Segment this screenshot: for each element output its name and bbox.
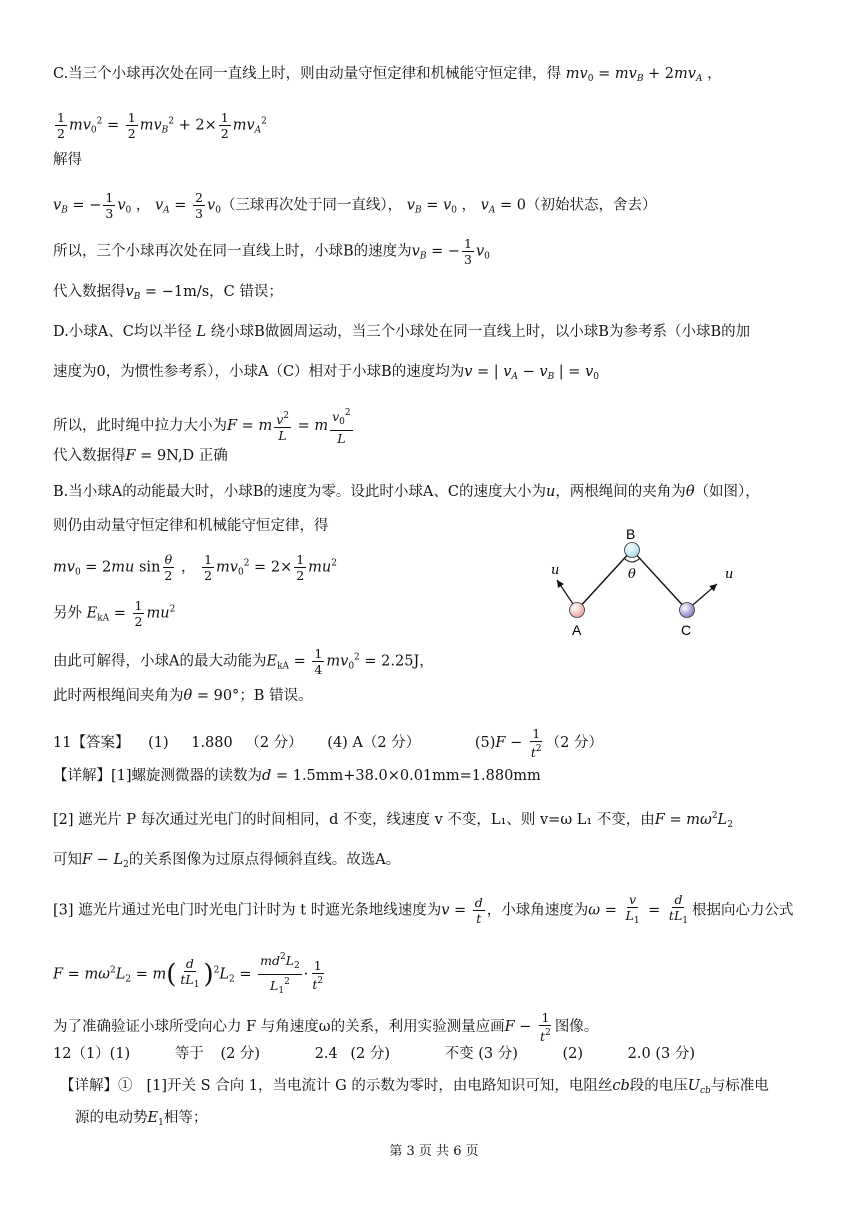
q11-detail-4-text-c: 根据向心力公式: [691, 902, 794, 919]
q11-detail-6-text: 为了准确验证小球所受向心力 F 与角速度ω的关系，利用实验测量应画: [53, 1019, 505, 1035]
dairu-text-1: 代入数据得: [53, 284, 126, 300]
angle-text: 此时两根绳间夹角为: [53, 688, 184, 704]
dairu-tail-1: ，C 错误；: [209, 284, 283, 300]
q12-score-2: (2 分): [350, 1046, 391, 1062]
init-state-note: （初始状态，舍去）: [525, 197, 657, 214]
solution-line: $v_B$ = − $\frac{1}{3}$ $v_0$ ， $v_A$ = $\frac{2}{3}$ $v_0$（三球再次处于同一直线）， $v_B = v_0$ ， $v_A = 0$（初始状态，舍去）: [53, 190, 657, 221]
rope-ab: [577, 550, 632, 610]
q11-detail-2-text: [2] 遮光片 P 每次通过光电门的时间相同，d 不变，线速度 v 不变，L₁、则 v=ω L₁ 不变，由: [53, 812, 655, 828]
q12-detail-1-text-d: 与标准电: [710, 1078, 769, 1094]
q11-detail-4-text-b: ，小球角速度为: [486, 902, 589, 919]
label-u-left: u: [551, 563, 560, 578]
angle-value: 90°: [213, 688, 240, 704]
q11-detail-6: 为了准确验证小球所受向心力 F 与角速度ω的关系，利用实验测量应画F − $\frac{1}{t^2}$ 图像。: [53, 1010, 599, 1044]
d-line-2: 速度为0，为惯性参考系），小球A（C）相对于小球B的速度均为v = | $v_A - v_B$ | = $v_0$: [53, 364, 599, 382]
d-line-2-text: 速度为0，为惯性参考系），小球A（C）相对于小球B的速度均为: [53, 364, 465, 380]
d-heading-line: D.小球A、C均以半径 L 绕小球B做圆周运动，当三个小球处在同一直线上时，以小球B为参考系（小球B的加: [53, 324, 751, 340]
b-line-2: 则仍由动量守恒定律和机械能守恒定律，得: [53, 518, 329, 534]
ball-a: [570, 603, 585, 618]
q11-answer-line: 11【答案】 (1) 1.880 （2 分） (4) A（2 分） (5)F − $\frac{1}{t^2}$ （2 分）: [53, 726, 603, 760]
q11-part1-score: （2 分）: [245, 735, 303, 751]
q12-part2-label: (2): [562, 1046, 584, 1062]
label-c: C: [681, 622, 692, 638]
energy-eq: $\frac{1}{2}$ $mv_0^2$ = $\frac{1}{2}$ $mv_B^2 + 2\times$ $\frac{1}{2}$ $mv_A^2$: [57, 110, 267, 141]
q12-detail-2-text: 源的电动势: [75, 1110, 148, 1126]
b-heading-line: B.当小球A的动能最大时，小球B的速度为零。设此时小球A、C的速度大小为u，两根绳间的夹角为θ（如图），: [53, 484, 760, 500]
youci-line: 由此可解得，小球A的最大动能为$E_{kA}$ = $\frac{1}{4}$ $mv_0^2 = 2.25J$，: [53, 646, 434, 677]
dairu-value-2: 9N: [156, 448, 178, 464]
q11-part5-label: (5): [474, 735, 496, 751]
label-b: B: [626, 526, 636, 542]
three-ball-diagram: [535, 520, 765, 645]
q11-part1-value: 1.880: [191, 735, 233, 751]
d-heading-text-2: 绕小球B做圆周运动，当三个小球处在同一直线上时，以小球B为参考系（小球B的加: [210, 324, 751, 340]
youci-text: 由此可解得，小球A的最大动能为: [53, 653, 267, 670]
label-u-right: u: [725, 567, 734, 582]
q12-score-1: (2 分): [220, 1046, 261, 1062]
dairu-line-2: 代入数据得F = 9N,D 正确: [53, 448, 228, 464]
dairu-value-1: −1m/s: [161, 284, 210, 300]
label-a: A: [572, 622, 582, 638]
q12-detail-2-text-b: 相等；: [163, 1110, 208, 1126]
c-heading-line: [53, 64, 722, 89]
q11-part5-score: （2 分）: [545, 735, 603, 751]
three-line-note: （三球再次处于同一直线），: [220, 197, 403, 214]
q11-part1-label: (1): [148, 735, 169, 751]
suoyi-text: 所以，三个小球再次处在同一直线上时，小球B的速度为: [53, 243, 412, 260]
b-heading-text-2: ，两根绳间的夹角为: [555, 484, 686, 500]
q11-detail-4: [3] 遮光片通过光电门时光电门计时为 t 时遮光条地线速度为v = $\frac{d}{t}$ ，小球角速度为ω = $\frac{v}{L_1}$ = $\frac{d}{tL_1}$ 根据向心力公式: [53, 892, 794, 926]
q11-formula: $F = m\omega^2L_2 = m$( $\frac{d}{tL_1}$ )$^2L_2$ = $\frac{md^2L_2}{L_1^2}$ · $\frac{1}{t^2}$: [53, 952, 324, 996]
q12-value-3: 不变 (3 分): [444, 1046, 518, 1062]
q11-detail-3-text-b: 的关系图像为过原点得倾斜直线。故选A。: [128, 852, 401, 868]
angle-tail: ；B 错误。: [239, 688, 313, 704]
ball-c: [680, 603, 695, 618]
q12-value-2: 2.4: [314, 1046, 338, 1062]
jiede-label: 解得: [53, 152, 82, 168]
q11-part4: (4) A（2 分）: [327, 735, 421, 751]
b-heading-text: B.当小球A的动能最大时，小球B的速度为零。设此时小球A、C的速度大小为: [53, 484, 546, 500]
suoyi-text-2: 所以，此时绳中拉力大小为: [53, 418, 227, 434]
d-heading-text: D.小球A、C均以半径: [53, 324, 192, 340]
q12-part2-value: 2.0 (3 分): [627, 1046, 695, 1062]
q12-detail-1-text-c: 段的电压: [629, 1078, 688, 1094]
lingwai-text: 另外: [53, 605, 82, 622]
q12-detail-2: 源的电动势$E_1$相等；: [75, 1110, 208, 1128]
q11-detail-4-text: [3] 遮光片通过光电门时光电门计时为 t 时遮光条地线速度为: [53, 902, 442, 919]
q12-detail-1-text: [1]开关 S 合向 1，当电流计 G 的示数为零时，由电路知识可知，电阻丝: [146, 1078, 613, 1094]
angle-line: 此时两根绳间夹角为θ = 90°；B 错误。: [53, 688, 313, 704]
q12-detail-label: 【详解】①: [60, 1078, 133, 1094]
q12-answer-line: [53, 1044, 695, 1064]
c-heading-text: C.当三个小球再次处在同一直线上时，则由动量守恒定律和机械能守恒定律，得: [53, 66, 562, 82]
dairu-text-2: 代入数据得: [53, 448, 126, 464]
dairu-line-1: 代入数据得$v_B = -1m/s$，C 错误；: [53, 284, 283, 302]
label-theta: θ: [628, 567, 636, 582]
q12-value-1: 等于: [174, 1046, 204, 1062]
suoyi-line-1: 所以，三个小球再次处在同一直线上时，小球B的速度为$v_B$ = − $\frac{1}{3}$ $v_0$: [53, 236, 490, 267]
momentum-eq: $mv_0 = mv_B + 2mv_A$ ，: [565, 66, 722, 84]
b-heading-text-3: （如图），: [694, 484, 760, 500]
rope-bc: [632, 550, 687, 610]
q11-detail-2: [2] 遮光片 P 每次通过光电门的时间相同，d 不变，线速度 v 不变，L₁、则 v=ω L₁ 不变，由$F = m\omega^2L_2$: [53, 811, 733, 830]
q11-detail-1-value: 1.5mm+38.0×0.01mm=1.880mm: [292, 768, 541, 784]
q11-answer-label: 11【答案】: [53, 735, 130, 751]
suoyi-line-2: 所以，此时绳中拉力大小为F = m $\frac{v^2}{L}$ = m $\frac{v_0^2}{L}$: [53, 408, 351, 446]
youci-value: 2.25J: [381, 653, 420, 670]
q12-label: 12（1）(1): [53, 1046, 131, 1062]
dairu-tail-2: ,D 正确: [177, 448, 228, 464]
angle-arc: [624, 558, 640, 562]
b-equations: $mv_0 = 2mu$ sin $\frac{\theta}{2}$ ， $\frac{1}{2}$ $mv_0^2 = 2\times$ $\frac{1}{2}$ $mu^2$: [53, 552, 337, 583]
q12-detail-1: 【详解】① [1]开关 S 合向 1，当电流计 G 的示数为零时，由电路知识可知，电阻丝cb段的电压$U_{cb}$与标准电: [60, 1078, 769, 1096]
q11-detail-6-text-b: 图像。: [554, 1019, 599, 1035]
q11-detail-3: 可知$F - L_2$的关系图像为过原点得倾斜直线。故选A。: [53, 852, 401, 870]
page-footer: 第 3 页 共 6 页: [389, 1144, 479, 1159]
ball-b: [625, 543, 640, 558]
q11-detail-1: 【详解】[1]螺旋测微器的读数为d = 1.5mm+38.0×0.01mm=1.880mm: [53, 768, 541, 784]
lingwai-line: 另外 $E_{kA}$ = $\frac{1}{2}$ $mu^2$: [53, 598, 176, 629]
q11-detail-3-text: 可知: [53, 852, 82, 868]
q11-detail-1-text: 【详解】[1]螺旋测微器的读数为: [53, 768, 263, 784]
